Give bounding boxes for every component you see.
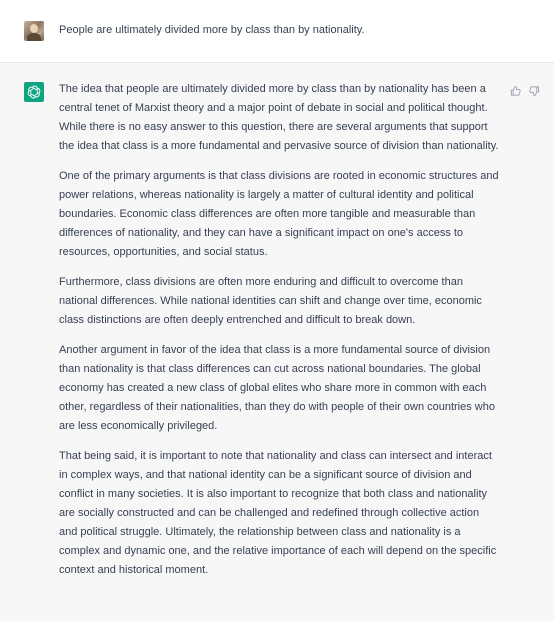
answer-paragraph: Furthermore, class divisions are often more enduring and difficult to overcome than national differences. While national identities can shift and change over time, economic class distinctions are often deeply entrenched and difficult to break down. <box>59 276 482 326</box>
assistant-message-row <box>0 63 554 621</box>
thumbs-down-icon[interactable] <box>529 84 540 96</box>
thumbs-up-icon[interactable] <box>510 84 521 96</box>
user-message-text: People are ultimately divided more by class than by nationality. <box>59 24 365 36</box>
answer-paragraph: Another argument in favor of the idea that class is a more fundamental source of division than nationality is that class differences can cut across national boundaries. The global economy has created a new class of global elites who share more in common with each other, regardless of their nationalities, than they do with people of their own countries who are less economically privileged. <box>59 344 495 432</box>
answer-paragraph: The idea that people are ultimately divided more by class than by nationality has been a central tenet of Marxist theory and a major point of debate in social and political thought. While there is no easy answer to this question, there are several arguments that support the idea that class is a more fundamental and pervasive source of division than nationality. <box>59 83 499 152</box>
answer-paragraph: That being said, it is important to note that nationality and class can intersect and interact in complex ways, and that national identity can be a significant source of division and conflict in many societies. It is also important to recognize that both class and nationality are socially constructed and can be challenged and redefined through collective action and political struggle. Ultimately, the relationship between class and nationality is a complex and dynamic one, and the relative importance of each will depend on the specific context and historical moment. <box>59 450 497 576</box>
user-message-row <box>0 0 554 63</box>
answer-paragraph: One of the primary arguments is that class divisions are rooted in economic structures and power relations, whereas nationality is largely a matter of cultural identity and political boundaries. Economic class differences are often more tangible and measurable than differences of nationality, and they can have a significant impact on one's access to resources, opportunities, and social status. <box>59 170 499 258</box>
user-avatar <box>24 21 44 41</box>
openai-logo-icon <box>24 82 44 102</box>
assistant-message-text <box>59 80 499 591</box>
feedback-buttons <box>510 83 540 97</box>
